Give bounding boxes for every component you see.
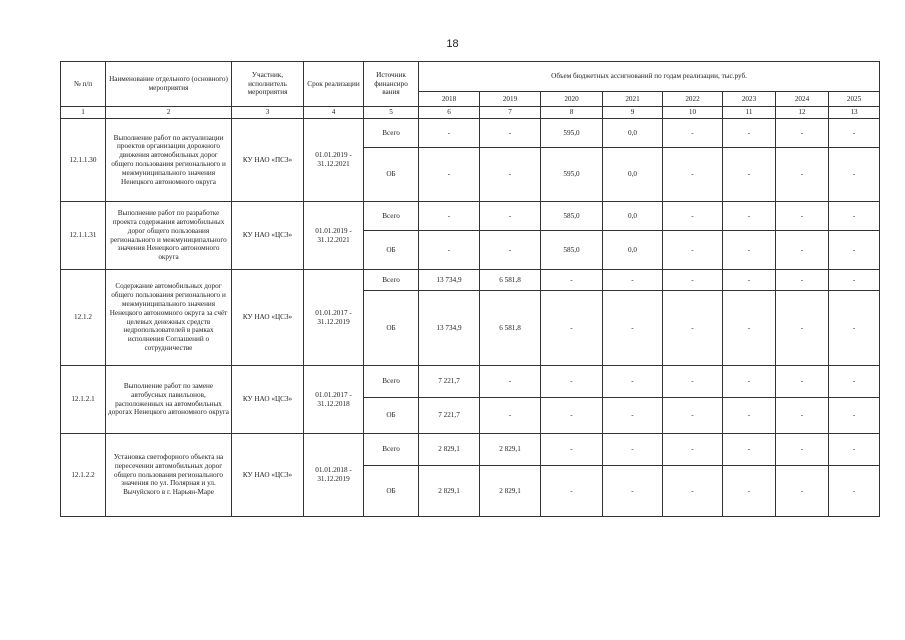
participant: КУ НАО «ЦСЗ» [232, 434, 304, 517]
year-value: - [480, 231, 541, 270]
year-value: - [603, 466, 663, 517]
year-value: - [541, 291, 603, 366]
year-value: - [723, 398, 776, 434]
year-value: 2 829,1 [419, 466, 480, 517]
year-value: - [723, 231, 776, 270]
year-value: - [829, 119, 880, 148]
year-value: - [776, 231, 829, 270]
year-value: 7 221,7 [419, 366, 480, 398]
year-value: 2 829,1 [419, 434, 480, 466]
year-value: 585,0 [541, 231, 603, 270]
term: 01.01.2018 - 31.12.2019 [304, 434, 364, 517]
year-value: - [541, 366, 603, 398]
column-number: 4 [304, 107, 364, 119]
column-number: 10 [663, 107, 723, 119]
year-value: - [723, 270, 776, 291]
year-value: - [829, 148, 880, 202]
year-value: 595,0 [541, 148, 603, 202]
term: 01.01.2019 - 31.12.2021 [304, 202, 364, 270]
column-number: 6 [419, 107, 480, 119]
participant: КУ НАО «ПСЗ» [232, 119, 304, 202]
column-number: 13 [829, 107, 880, 119]
year-value: - [663, 231, 723, 270]
year-value: - [603, 270, 663, 291]
table-row [61, 202, 880, 231]
header-source: Источник финансиро вания [364, 62, 419, 107]
year-value: - [776, 270, 829, 291]
funding-source: ОБ [364, 148, 419, 202]
year-value: - [663, 466, 723, 517]
year-value: - [480, 119, 541, 148]
header-year: 2024 [776, 92, 829, 107]
year-value: - [541, 434, 603, 466]
year-value: - [663, 270, 723, 291]
funding-source: Всего [364, 119, 419, 148]
year-value: - [480, 148, 541, 202]
table-row [61, 366, 880, 398]
column-number: 3 [232, 107, 304, 119]
budget-table [60, 61, 880, 517]
year-value: 0,0 [603, 148, 663, 202]
year-value: - [603, 291, 663, 366]
year-value: 0,0 [603, 202, 663, 231]
year-value: - [776, 366, 829, 398]
year-value: - [419, 148, 480, 202]
year-value: - [829, 366, 880, 398]
year-value: - [829, 231, 880, 270]
column-number: 5 [364, 107, 419, 119]
year-value: 595,0 [541, 119, 603, 148]
year-value: - [603, 366, 663, 398]
year-value: 6 581,8 [480, 291, 541, 366]
funding-source: Всего [364, 270, 419, 291]
header-participant: Участник, исполнитель мероприятия [232, 62, 304, 107]
column-number: 1 [61, 107, 106, 119]
header-year: 2022 [663, 92, 723, 107]
event-name: Содержание автомобильных дорог общего пользования регионального и межмуниципального значения Ненецкого автономного округа за счёт целевых денежных средств недропользователей в рамках исполнения Соглашений о сотрудничестве [106, 270, 232, 366]
year-value: - [776, 148, 829, 202]
row-number: 12.1.1.31 [61, 202, 106, 270]
event-name: Выполнение работ по замене автобусных павильонов, расположенных на автомобильных дорогах Ненецкого автономного округа [106, 366, 232, 434]
column-number: 12 [776, 107, 829, 119]
column-number: 2 [106, 107, 232, 119]
year-value: 0,0 [603, 119, 663, 148]
year-value: 13 734,9 [419, 291, 480, 366]
table-row [61, 270, 880, 291]
header-year: 2020 [541, 92, 603, 107]
year-value: 6 581,8 [480, 270, 541, 291]
term: 01.01.2017 - 31.12.2019 [304, 270, 364, 366]
year-value: - [603, 434, 663, 466]
year-value: - [663, 202, 723, 231]
year-value: - [723, 291, 776, 366]
table-row [61, 119, 880, 148]
year-value: 7 221,7 [419, 398, 480, 434]
event-name: Установка светофорного объекта на пересечении автомобильных дорог общего пользования регионального значения по ул. Полярная и ул. Вычуйского в г. Нарьян-Маре [106, 434, 232, 517]
year-value: 0,0 [603, 231, 663, 270]
funding-source: ОБ [364, 466, 419, 517]
year-value: - [776, 398, 829, 434]
year-value: - [829, 202, 880, 231]
year-value: 13 734,9 [419, 270, 480, 291]
year-value: - [603, 398, 663, 434]
header-name: Наименование отдельного (основного) мероприятия [106, 62, 232, 107]
year-value: - [419, 119, 480, 148]
year-value: 585,0 [541, 202, 603, 231]
year-value: - [829, 270, 880, 291]
year-value: - [663, 398, 723, 434]
header-term: Срок реализации [304, 62, 364, 107]
year-value: 2 829,1 [480, 466, 541, 517]
year-value: - [541, 466, 603, 517]
term: 01.01.2017 - 31.12.2018 [304, 366, 364, 434]
event-name: Выполнение работ по актуализации проектов организации дорожного движения автомобильных дорог общего пользования регионального и межмуниципального значения Ненецкого автономного округа [106, 119, 232, 202]
table-row [61, 434, 880, 466]
header-num: № п/п [61, 62, 106, 107]
funding-source: ОБ [364, 398, 419, 434]
year-value: - [723, 119, 776, 148]
year-value: - [776, 434, 829, 466]
year-value: - [480, 202, 541, 231]
participant: КУ НАО «ЦСЗ» [232, 270, 304, 366]
year-value: - [663, 434, 723, 466]
header-year: 2018 [419, 92, 480, 107]
year-value: - [419, 202, 480, 231]
year-value: - [776, 119, 829, 148]
header-year: 2023 [723, 92, 776, 107]
participant: КУ НАО «ЦСЗ» [232, 366, 304, 434]
funding-source: Всего [364, 366, 419, 398]
year-value: - [723, 366, 776, 398]
year-value: - [829, 291, 880, 366]
header-year: 2019 [480, 92, 541, 107]
year-value: - [723, 434, 776, 466]
participant: КУ НАО «ЦСЗ» [232, 202, 304, 270]
year-value: - [541, 398, 603, 434]
year-value: - [541, 270, 603, 291]
year-value: 2 829,1 [480, 434, 541, 466]
year-value: - [663, 148, 723, 202]
year-value: - [663, 366, 723, 398]
year-value: - [776, 291, 829, 366]
row-number: 12.1.2.2 [61, 434, 106, 517]
term: 01.01.2019 - 31.12.2021 [304, 119, 364, 202]
year-value: - [776, 202, 829, 231]
event-name: Выполнение работ по разработке проекта содержания автомобильных дорог общего пользования регионального и межмуниципального значения Ненецкого автономного округа [106, 202, 232, 270]
year-value: - [663, 119, 723, 148]
funding-source: Всего [364, 434, 419, 466]
year-value: - [829, 434, 880, 466]
header-row [61, 62, 880, 92]
funding-source: Всего [364, 202, 419, 231]
year-value: - [723, 202, 776, 231]
column-number: 11 [723, 107, 776, 119]
column-number: 8 [541, 107, 603, 119]
column-number: 7 [480, 107, 541, 119]
year-value: - [419, 231, 480, 270]
funding-source: ОБ [364, 291, 419, 366]
year-value: - [480, 366, 541, 398]
funding-source: ОБ [364, 231, 419, 270]
row-number: 12.1.2.1 [61, 366, 106, 434]
year-value: - [663, 291, 723, 366]
row-number: 12.1.2 [61, 270, 106, 366]
year-value: - [480, 398, 541, 434]
year-value: - [776, 466, 829, 517]
column-number-row [61, 107, 880, 119]
year-value: - [723, 466, 776, 517]
header-year: 2021 [603, 92, 663, 107]
header-volume: Объем бюджетных ассигнований по годам реализации, тыс.руб. [419, 62, 880, 92]
year-value: - [829, 466, 880, 517]
row-number: 12.1.1.30 [61, 119, 106, 202]
header-year: 2025 [829, 92, 880, 107]
year-value: - [829, 398, 880, 434]
year-value: - [723, 148, 776, 202]
page-number: 18 [446, 38, 459, 50]
column-number: 9 [603, 107, 663, 119]
